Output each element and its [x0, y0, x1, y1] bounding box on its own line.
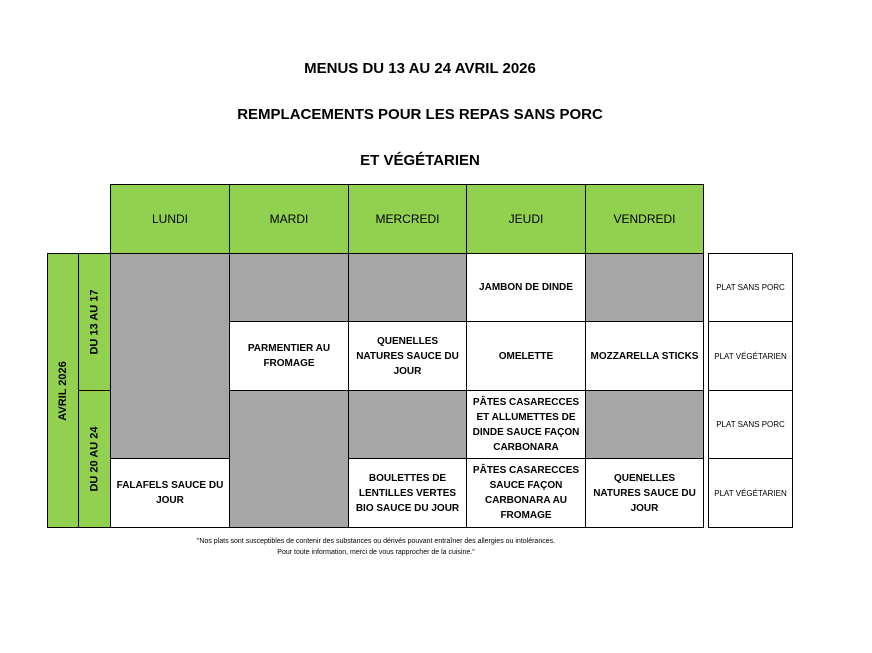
empty-cell — [348, 253, 467, 322]
menu-cell: JAMBON DE DINDE — [466, 253, 586, 322]
header-jeudi: JEUDI — [466, 184, 586, 254]
row-type-label: PLAT SANS PORC — [708, 253, 793, 322]
empty-cell — [348, 390, 467, 459]
row-type-label: PLAT VÉGÉTARIEN — [708, 458, 793, 528]
menu-cell: QUENELLES NATURES SAUCE DU JOUR — [348, 321, 467, 391]
menu-cell: BOULETTES DE LENTILLES VERTES BIO SAUCE DU JOUR — [348, 458, 467, 528]
replacement-title: REMPLACEMENTS POUR LES REPAS SANS PORC — [237, 106, 603, 123]
month-label: AVRIL 2026 — [47, 253, 79, 528]
menu-cell: MOZZARELLA STICKS — [585, 321, 704, 391]
menu-cell: PARMENTIER AU FROMAGE — [229, 321, 349, 391]
menu-cell: PÂTES CASARECCES SAUCE FAÇON CARBONARA AU FROMAGE — [466, 458, 586, 528]
vegetarian-title: ET VÉGÉTARIEN — [360, 152, 480, 169]
header-lundi: LUNDI — [110, 184, 230, 254]
empty-cell — [229, 253, 349, 322]
menu-cell: OMELETTE — [466, 321, 586, 391]
week-2-label: DU 20 AU 24 — [78, 390, 111, 528]
empty-cell — [110, 253, 230, 459]
empty-cell — [229, 390, 349, 528]
row-type-label: PLAT SANS PORC — [708, 390, 793, 459]
week-1-label: DU 13 AU 17 — [78, 253, 111, 391]
allergy-note-line2: Pour toute information, merci de vous rapprocher de la cuisine." — [277, 549, 475, 556]
header-vendredi: VENDREDI — [585, 184, 704, 254]
header-mercredi: MERCREDI — [348, 184, 467, 254]
empty-cell — [585, 390, 704, 459]
menu-cell: QUENELLES NATURES SAUCE DU JOUR — [585, 458, 704, 528]
row-type-label: PLAT VÉGÉTARIEN — [708, 321, 793, 391]
header-mardi: MARDI — [229, 184, 349, 254]
allergy-note-line1: "Nos plats sont susceptibles de contenir des substances ou dérivés pouvant entraîner des allergies ou intolérances. — [196, 538, 556, 545]
empty-cell — [585, 253, 704, 322]
menu-cell: PÂTES CASARECCES ET ALLUMETTES DE DINDE SAUCE FAÇON CARBONARA — [466, 390, 586, 459]
menu-title: MENUS DU 13 AU 24 AVRIL 2026 — [304, 60, 536, 77]
menu-cell: FALAFELS SAUCE DU JOUR — [110, 458, 230, 528]
